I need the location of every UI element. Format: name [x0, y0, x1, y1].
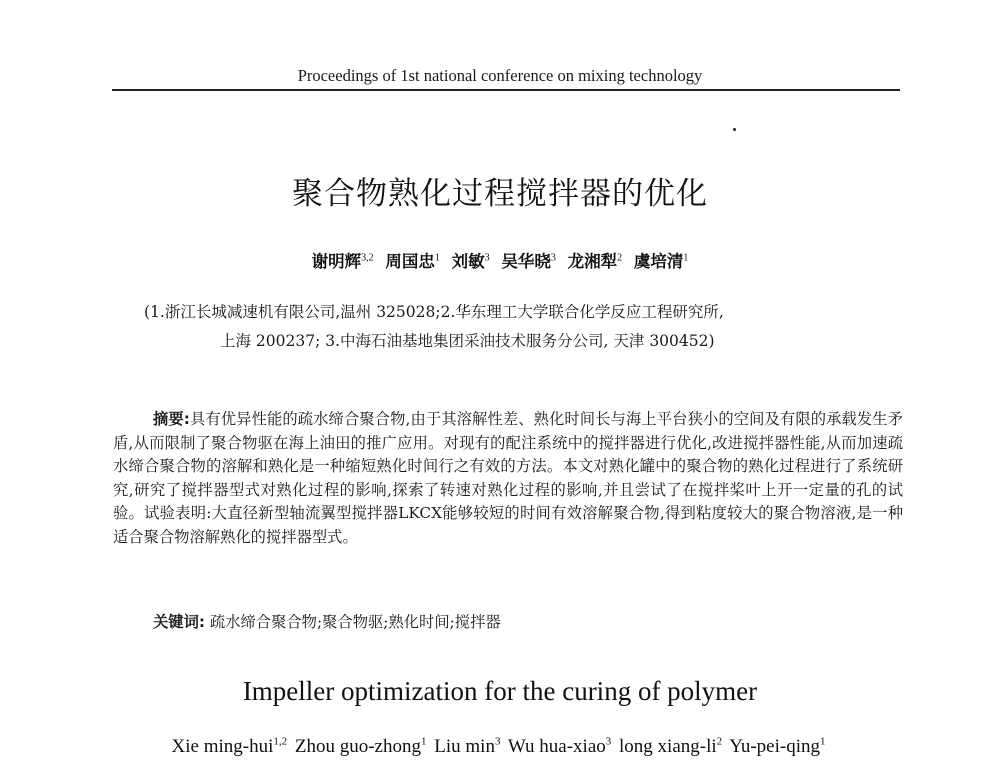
chinese-author: 刘敏$^3$ [451, 252, 490, 271]
author-superscript: 1,2 [273, 736, 288, 748]
author-superscript: 3 [605, 736, 612, 748]
abstract-text: 具有优异性能的疏水缔合聚合物,由于其溶解性差、熟化时间长与海上平台狭小的空间及有限的承载发生矛盾,从而限制了聚合物驱在海上油田的推广应用。对现有的配注系统中的搅拌器进行优化,改进搅拌器性能,从而加速疏水缔合聚合物的溶解和熟化是一种缩短熟化时间行之有效的方法。本文对熟化罐中的聚合物的熟化过程进行了系统研究,研究了搅拌器型式对熟化过程的影响,探索了转速对熟化过程的影响,并且尝试了在搅拌桨叶上开一定量的孔的试验。试验表明:大直径新型轴流翼型搅拌器LKCX能够较短的时间有效溶解聚合物,得到粘度较大的聚合物溶液,是一种适合聚合物溶解熟化的搅拌器型式。 [113, 410, 903, 546]
english-title: Impeller optimization for the curing of polymer [242, 676, 758, 706]
scan-speck [733, 128, 736, 131]
running-header: Proceedings of 1st national conference on mixing technology [297, 66, 703, 85]
author-superscript: 3 [550, 252, 556, 264]
affiliation-line-2: 上海 200237; 3.中海石油基地集团采油技术服务分公司, 天津 300452) [220, 332, 715, 350]
english-author: Wu hua-xiao$^3$ [507, 736, 612, 758]
author-superscript: 2 [617, 252, 623, 264]
author-superscript: 3,2 [361, 252, 374, 264]
keywords-text: 疏水缔合聚合物;聚合物驱;熟化时间;搅拌器 [209, 613, 501, 631]
author-superscript: 1 [421, 736, 427, 748]
chinese-author: 吴华晓$^3$ [501, 252, 556, 271]
chinese-author: 周国忠$^1$ [385, 252, 440, 271]
english-author: Yu-pei-qing$^1$ [729, 736, 826, 758]
affiliation-line-1: (1.浙江长城减速机有限公司,温州 325028;2.华东理工大学联合化学反应工程研究所, [144, 303, 724, 321]
chinese-author: 龙湘犁$^2$ [567, 252, 623, 271]
author-superscript: 1 [683, 252, 689, 264]
keywords-label: 关键词: [153, 613, 206, 631]
abstract [113, 408, 903, 549]
keywords [153, 610, 501, 632]
header-divider [112, 89, 900, 91]
author-superscript: 1 [819, 736, 826, 748]
author-superscript: 3 [494, 736, 501, 748]
english-author: Zhou guo-zhong$^1$ [294, 736, 427, 758]
chinese-author: 谢明辉$^{3,2}$ [311, 252, 374, 271]
author-superscript: 2 [716, 736, 723, 748]
chinese-author-list [0, 248, 1000, 272]
author-superscript: 3 [484, 252, 490, 264]
affiliations [144, 298, 904, 356]
english-author: Xie ming-hui$^{1,2}$ [171, 736, 288, 758]
english-author-list [0, 736, 1000, 758]
abstract-label: 摘要: [153, 410, 190, 428]
english-author: Liu $\min^3$ [434, 736, 501, 758]
english-author: long xiang-$li^2$ [619, 736, 723, 758]
chinese-author: 虞培清$^1$ [633, 252, 689, 271]
author-superscript: 1 [434, 252, 440, 264]
chinese-title: 聚合物熟化过程搅拌器的优化 [292, 176, 708, 212]
